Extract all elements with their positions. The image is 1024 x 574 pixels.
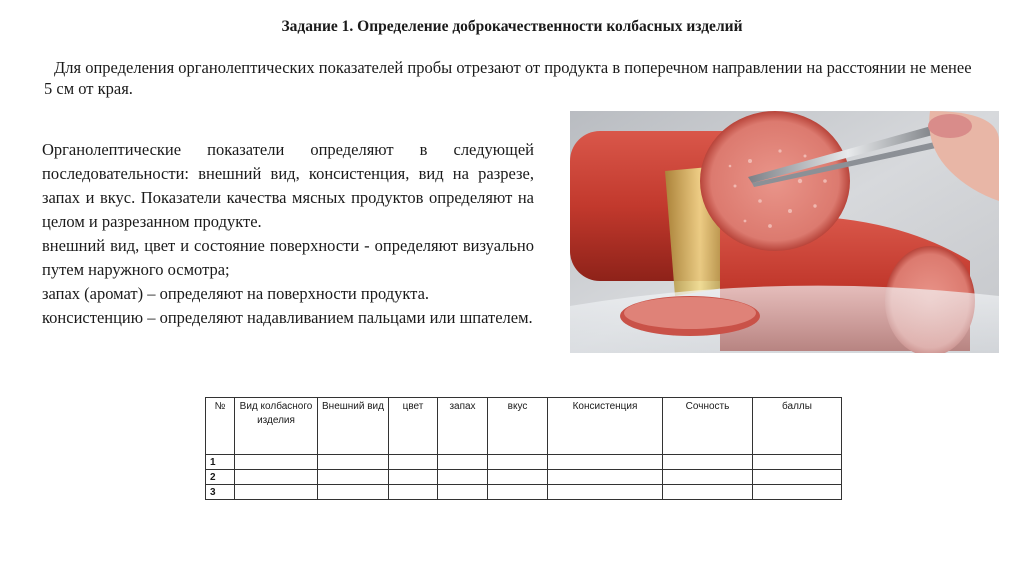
- table-cell: [389, 485, 438, 500]
- table-cell: [663, 470, 753, 485]
- header-color: цвет: [389, 398, 438, 455]
- table-cell: [389, 455, 438, 470]
- table-cell: [438, 485, 488, 500]
- header-number: №: [206, 398, 235, 455]
- table-cell: [488, 470, 548, 485]
- sausage-photo: [570, 111, 999, 353]
- row-number: 1: [206, 455, 235, 470]
- table-cell: [318, 470, 389, 485]
- row-number: 2: [206, 470, 235, 485]
- table-cell: [663, 455, 753, 470]
- header-juiciness: Сочность: [663, 398, 753, 455]
- table-cell: [438, 455, 488, 470]
- table-cell: [318, 485, 389, 500]
- table-row: [206, 470, 842, 485]
- paragraph-appearance: внешний вид, цвет и состояние поверхности - определяют визуально путем наружного осмотра;: [42, 236, 534, 279]
- table-cell: [548, 455, 663, 470]
- header-appearance: Внешний вид: [318, 398, 389, 455]
- table-cell: [488, 455, 548, 470]
- paragraph-consistency: консистенцию – определяют надавливанием пальцами или шпателем.: [42, 308, 533, 327]
- table-cell: [438, 470, 488, 485]
- evaluation-table: [205, 397, 842, 500]
- table-cell: [663, 485, 753, 500]
- table-cell: [235, 470, 318, 485]
- body-text: [42, 138, 534, 330]
- header-consistency: Консистенция: [548, 398, 663, 455]
- header-score: баллы: [753, 398, 842, 455]
- paragraph-sequence: Органолептические показатели определяют в следующей последовательности: внешний вид, консистенция, вид на разрезе, запах и вкус. Показатели качества мясных продуктов определяют на целом и разрезанном продукте.: [42, 140, 534, 231]
- table-cell: [548, 485, 663, 500]
- paragraph-smell: запах (аромат) – определяют на поверхности продукта.: [42, 284, 430, 303]
- header-product-type: Вид колбасного изделия: [235, 398, 318, 455]
- table-header-row: [206, 398, 842, 455]
- header-smell: запах: [438, 398, 488, 455]
- table-cell: [235, 485, 318, 500]
- table-cell: [753, 470, 842, 485]
- table-cell: [488, 485, 548, 500]
- header-taste: вкус: [488, 398, 548, 455]
- table-cell: [389, 470, 438, 485]
- table-cell: [753, 455, 842, 470]
- intro-paragraph: Для определения органолептических показателей пробы отрезают от продукта в поперечном направлении на расстоянии не менее 5 см от края.: [44, 58, 972, 98]
- table-cell: [753, 485, 842, 500]
- table-row: [206, 455, 842, 470]
- table-cell: [548, 470, 663, 485]
- row-number: 3: [206, 485, 235, 500]
- page-title: Задание 1. Определение доброкачественности колбасных изделий: [281, 18, 743, 35]
- table-row: [206, 485, 842, 500]
- table-cell: [235, 455, 318, 470]
- table-cell: [318, 455, 389, 470]
